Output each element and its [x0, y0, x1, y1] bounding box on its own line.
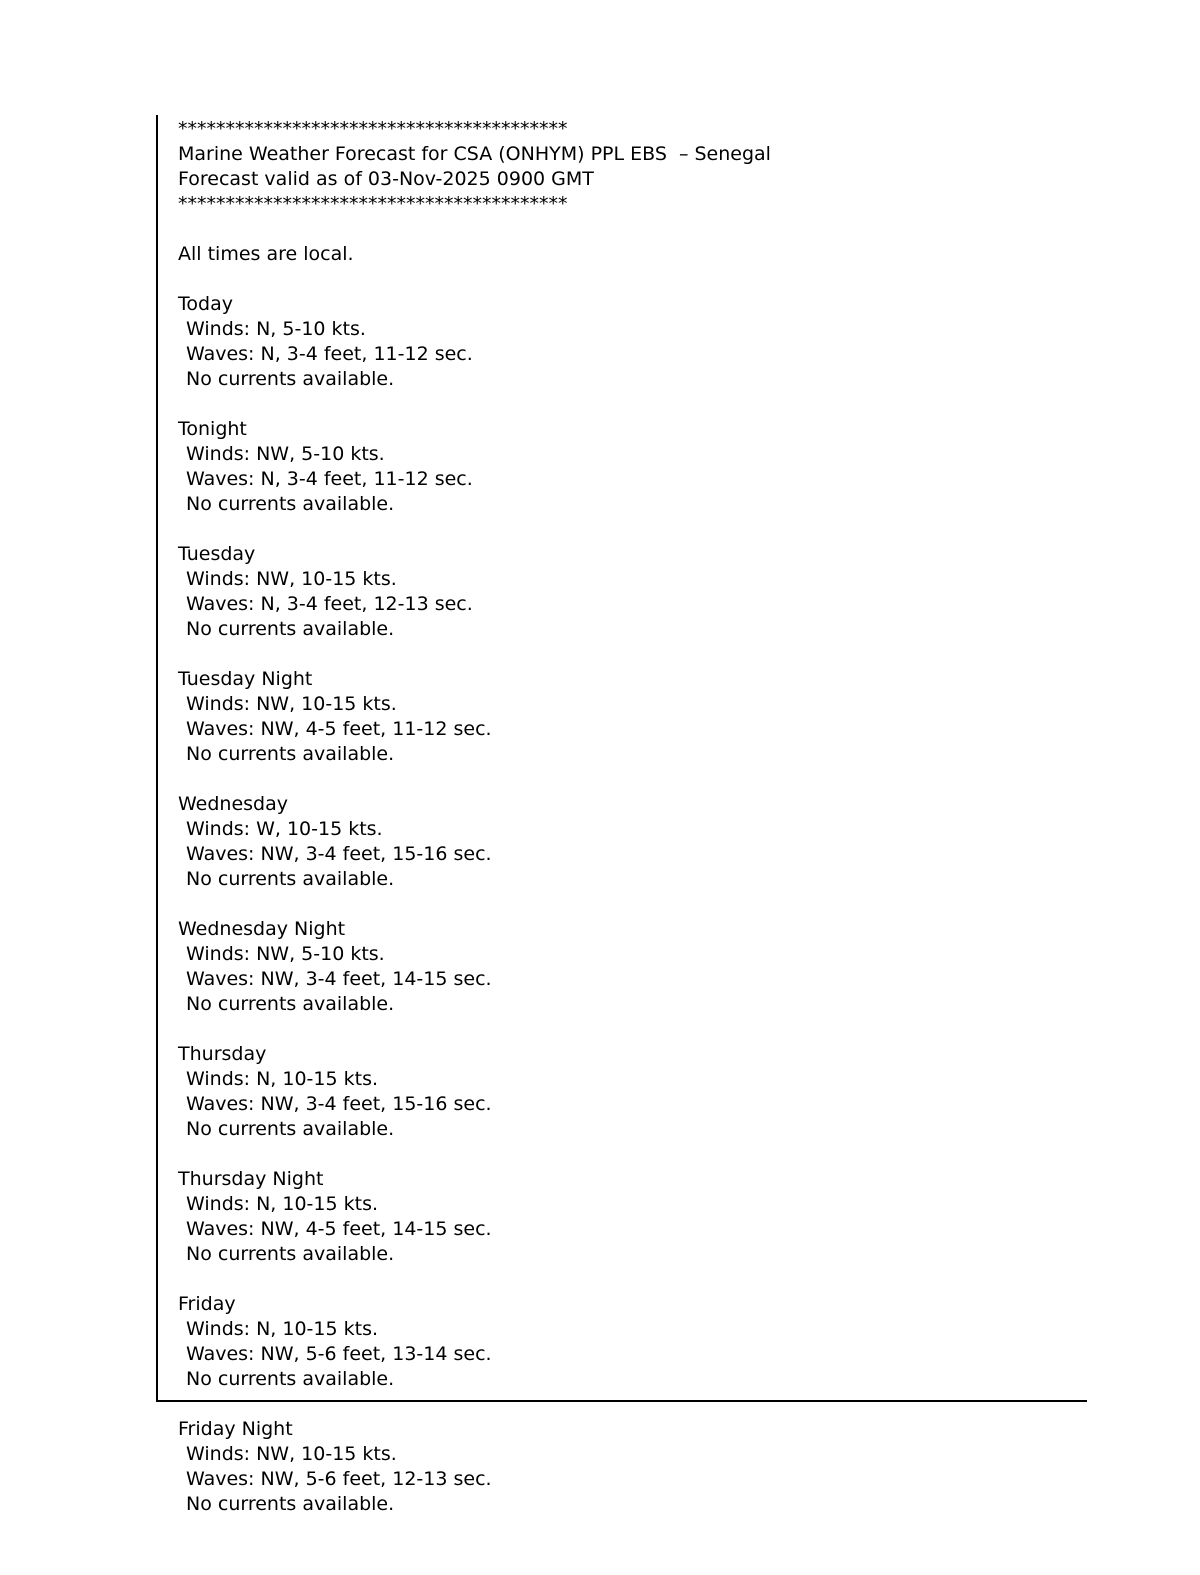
section-period: Thursday Night — [178, 1168, 324, 1190]
divider-top: ***************************************** — [178, 118, 568, 140]
section-period: Today — [178, 293, 233, 315]
waves-line: Waves: NW, 5-6 feet, 13-14 sec. — [186, 1343, 492, 1365]
currents-line: No currents available. — [186, 618, 395, 640]
currents-line: No currents available. — [186, 993, 395, 1015]
section-period: Tonight — [178, 418, 247, 440]
section-period: Thursday — [178, 1043, 267, 1065]
winds-line: Winds: NW, 10-15 kts. — [186, 693, 397, 715]
valid-date-line: Forecast valid as of 03-Nov-2025 0900 GMT — [178, 168, 594, 190]
currents-line: No currents available. — [186, 1118, 395, 1140]
forecast-section-tonight — [178, 417, 1078, 517]
section-period: Tuesday — [178, 543, 256, 565]
waves-line: Waves: NW, 3-4 feet, 14-15 sec. — [186, 968, 492, 990]
forecast-section-today — [178, 292, 1078, 392]
section-period: Friday — [178, 1293, 236, 1315]
waves-line: Waves: N, 3-4 feet, 11-12 sec. — [186, 343, 473, 365]
waves-line: Waves: N, 3-4 feet, 11-12 sec. — [186, 468, 473, 490]
section-period: Tuesday Night — [178, 668, 313, 690]
forecast-section-friday-night — [178, 1417, 1078, 1517]
winds-line: Winds: N, 10-15 kts. — [186, 1318, 379, 1340]
content-frame-left-border — [156, 115, 158, 1402]
currents-line: No currents available. — [186, 1368, 395, 1390]
currents-line: No currents available. — [186, 368, 395, 390]
local-times-note: All times are local. — [178, 243, 354, 265]
forecast-section-tuesday — [178, 542, 1078, 642]
forecast-section-thursday — [178, 1042, 1078, 1142]
winds-line: Winds: N, 5-10 kts. — [186, 318, 366, 340]
winds-line: Winds: NW, 10-15 kts. — [186, 1443, 397, 1465]
waves-line: Waves: NW, 5-6 feet, 12-13 sec. — [186, 1468, 492, 1490]
waves-line: Waves: N, 3-4 feet, 12-13 sec. — [186, 593, 473, 615]
winds-line: Winds: NW, 5-10 kts. — [186, 443, 385, 465]
forecast-section-wednesday — [178, 792, 1078, 892]
section-period: Wednesday Night — [178, 918, 346, 940]
blank-line — [178, 217, 1078, 242]
divider-bottom: ***************************************** — [178, 193, 568, 215]
document-title: Marine Weather Forecast for CSA (ONHYM) PPL EBS – Senegal — [178, 143, 771, 165]
waves-line: Waves: NW, 3-4 feet, 15-16 sec. — [186, 843, 492, 865]
forecast-section-friday — [178, 1292, 1078, 1392]
winds-line: Winds: N, 10-15 kts. — [186, 1068, 379, 1090]
winds-line: Winds: NW, 5-10 kts. — [186, 943, 385, 965]
forecast-section-wednesday-night — [178, 917, 1078, 1017]
currents-line: No currents available. — [186, 1243, 395, 1265]
currents-line: No currents available. — [186, 868, 395, 890]
forecast-section-thursday-night — [178, 1167, 1078, 1267]
winds-line: Winds: N, 10-15 kts. — [186, 1193, 379, 1215]
winds-line: Winds: NW, 10-15 kts. — [186, 568, 397, 590]
waves-line: Waves: NW, 3-4 feet, 15-16 sec. — [186, 1093, 492, 1115]
forecast-section-tuesday-night — [178, 667, 1078, 767]
section-period: Friday Night — [178, 1418, 293, 1440]
winds-line: Winds: W, 10-15 kts. — [186, 818, 383, 840]
waves-line: Waves: NW, 4-5 feet, 11-12 sec. — [186, 718, 492, 740]
currents-line: No currents available. — [186, 743, 395, 765]
currents-line: No currents available. — [186, 1493, 395, 1515]
forecast-document — [178, 117, 1078, 1517]
currents-line: No currents available. — [186, 493, 395, 515]
waves-line: Waves: NW, 4-5 feet, 14-15 sec. — [186, 1218, 492, 1240]
section-period: Wednesday — [178, 793, 289, 815]
